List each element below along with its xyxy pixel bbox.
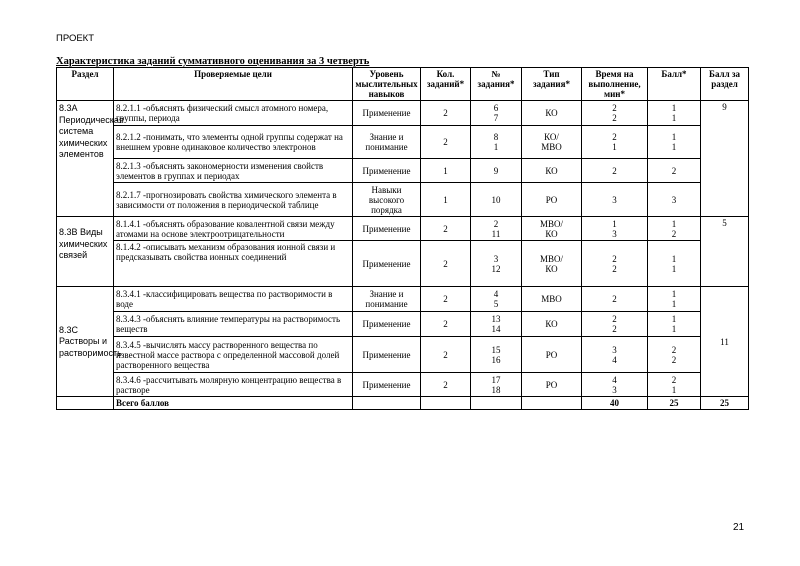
count-cell: 2 (421, 373, 471, 397)
score-cell: 1 1 (648, 312, 701, 337)
task-number-cell: 9 (471, 159, 522, 183)
count-cell: 1 (421, 159, 471, 183)
total-time: 40 (582, 397, 648, 410)
col-header-level: Уровень мыслительных навыков (353, 68, 421, 101)
level-cell: Знание и понимание (353, 287, 421, 312)
empty-cell (421, 397, 471, 410)
score-cell: 3 (648, 183, 701, 217)
level-cell: Применение (353, 217, 421, 241)
count-cell: 2 (421, 287, 471, 312)
col-header-task-number: № задания* (471, 68, 522, 101)
total-label: Всего баллов (114, 397, 353, 410)
goal-cell: 8.3.4.5 -вычислять массу растворенного вещества по известной массе раствора с определенной массовой долей растворенного вещества (114, 337, 353, 373)
header-row (57, 68, 749, 101)
task-number-cell: 4 5 (471, 287, 522, 312)
task-number-cell: 17 18 (471, 373, 522, 397)
goal-cell: 8.3.4.1 -классифицировать вещества по растворимости в воде (114, 287, 353, 312)
empty-cell (353, 397, 421, 410)
count-cell: 1 (421, 183, 471, 217)
level-cell: Навыки высокого порядка (353, 183, 421, 217)
task-type-cell: КО (522, 312, 582, 337)
level-cell: Знание и понимание (353, 126, 421, 159)
task-type-cell: МВО (522, 287, 582, 312)
task-type-cell: КО (522, 101, 582, 126)
level-cell: Применение (353, 159, 421, 183)
empty-cell (522, 397, 582, 410)
count-cell: 2 (421, 241, 471, 287)
table-row (57, 159, 749, 183)
level-cell: Применение (353, 373, 421, 397)
task-type-cell: КО/ МВО (522, 126, 582, 159)
goal-cell: 8.2.1.1 -объяснять физический смысл атомного номера, группы, периода (114, 101, 353, 126)
score-cell: 1 1 (648, 241, 701, 287)
col-header-goals: Проверяемые цели (114, 68, 353, 101)
score-cell: 1 1 (648, 126, 701, 159)
time-cell: 2 (582, 287, 648, 312)
total-section-score: 25 (701, 397, 749, 410)
count-cell: 2 (421, 217, 471, 241)
goal-cell: 8.3.4.6 -рассчитывать молярную концентрацию вещества в растворе (114, 373, 353, 397)
goal-cell: 8.2.1.7 -прогнозировать свойства химического элемента в зависимости от положения в периодической таблице (114, 183, 353, 217)
section-score-cell: 5 (701, 217, 749, 287)
col-header-score: Балл* (648, 68, 701, 101)
goal-cell: 8.2.1.2 -понимать, что элементы одной группы содержат на внешнем уровне одинаковое количество электронов (114, 126, 353, 159)
time-cell: 2 2 (582, 312, 648, 337)
goal-cell: 8.2.1.3 -объяснять закономерности изменения свойств элементов в группах и периодах (114, 159, 353, 183)
col-header-count: Кол. заданий* (421, 68, 471, 101)
task-type-cell: РО (522, 183, 582, 217)
score-cell: 2 2 (648, 337, 701, 373)
task-number-cell: 8 1 (471, 126, 522, 159)
goal-cell: 8.1.4.2 -описывать механизм образования ионной связи и предсказывать свойства ионных соединений (114, 241, 353, 287)
table-row (57, 287, 749, 312)
section-name: 8.3С Растворы и растворимость (57, 287, 114, 397)
task-number-cell: 3 12 (471, 241, 522, 287)
task-type-cell: РО (522, 337, 582, 373)
score-cell: 2 1 (648, 373, 701, 397)
time-cell: 4 3 (582, 373, 648, 397)
col-header-section-score: Балл за раздел (701, 68, 749, 101)
task-type-cell: КО (522, 159, 582, 183)
time-cell: 2 (582, 159, 648, 183)
task-number-cell: 13 14 (471, 312, 522, 337)
table-row (57, 241, 749, 287)
score-cell: 2 (648, 159, 701, 183)
task-type-cell: МВО/ КО (522, 241, 582, 287)
table-title: Характеристика заданий суммативного оценивания за 3 четверть (56, 56, 370, 67)
table-row (57, 126, 749, 159)
table-row (57, 373, 749, 397)
task-type-cell: МВО/ КО (522, 217, 582, 241)
count-cell: 2 (421, 126, 471, 159)
time-cell: 3 4 (582, 337, 648, 373)
count-cell: 2 (421, 337, 471, 373)
time-cell: 2 2 (582, 101, 648, 126)
section-score-cell: 11 (701, 287, 749, 397)
table-row (57, 312, 749, 337)
col-header-task-type: Тип задания* (522, 68, 582, 101)
table-row (57, 217, 749, 241)
score-cell: 1 2 (648, 217, 701, 241)
count-cell: 2 (421, 101, 471, 126)
task-number-cell: 6 7 (471, 101, 522, 126)
draft-label: ПРОЕКТ (56, 33, 95, 44)
task-type-cell: РО (522, 373, 582, 397)
table-row (57, 183, 749, 217)
section-score-cell: 9 (701, 101, 749, 217)
level-cell: Применение (353, 101, 421, 126)
level-cell: Применение (353, 241, 421, 287)
table-row (57, 337, 749, 373)
score-cell: 1 1 (648, 287, 701, 312)
task-number-cell: 15 16 (471, 337, 522, 373)
goal-cell: 8.1.4.1 -объяснять образование ковалентной связи между атомами на основе электроотрицательности (114, 217, 353, 241)
level-cell: Применение (353, 312, 421, 337)
time-cell: 2 1 (582, 126, 648, 159)
empty-cell (471, 397, 522, 410)
section-name: 8.3В Виды химических связей (57, 217, 114, 287)
level-cell: Применение (353, 337, 421, 373)
col-header-section: Раздел (57, 68, 114, 101)
time-cell: 2 2 (582, 241, 648, 287)
table-row (57, 101, 749, 126)
time-cell: 1 3 (582, 217, 648, 241)
section-name: 8.3А Периодическая система химических элементов (57, 101, 114, 217)
score-cell: 1 1 (648, 101, 701, 126)
time-cell: 3 (582, 183, 648, 217)
total-row (57, 397, 749, 410)
count-cell: 2 (421, 312, 471, 337)
empty-cell (57, 397, 114, 410)
task-number-cell: 10 (471, 183, 522, 217)
task-number-cell: 2 11 (471, 217, 522, 241)
page-number: 21 (733, 522, 745, 533)
total-score: 25 (648, 397, 701, 410)
goal-cell: 8.3.4.3 -объяснять влияние температуры на растворимость веществ (114, 312, 353, 337)
col-header-time: Время на выполнение, мин* (582, 68, 648, 101)
assessment-spec-table (56, 67, 749, 410)
